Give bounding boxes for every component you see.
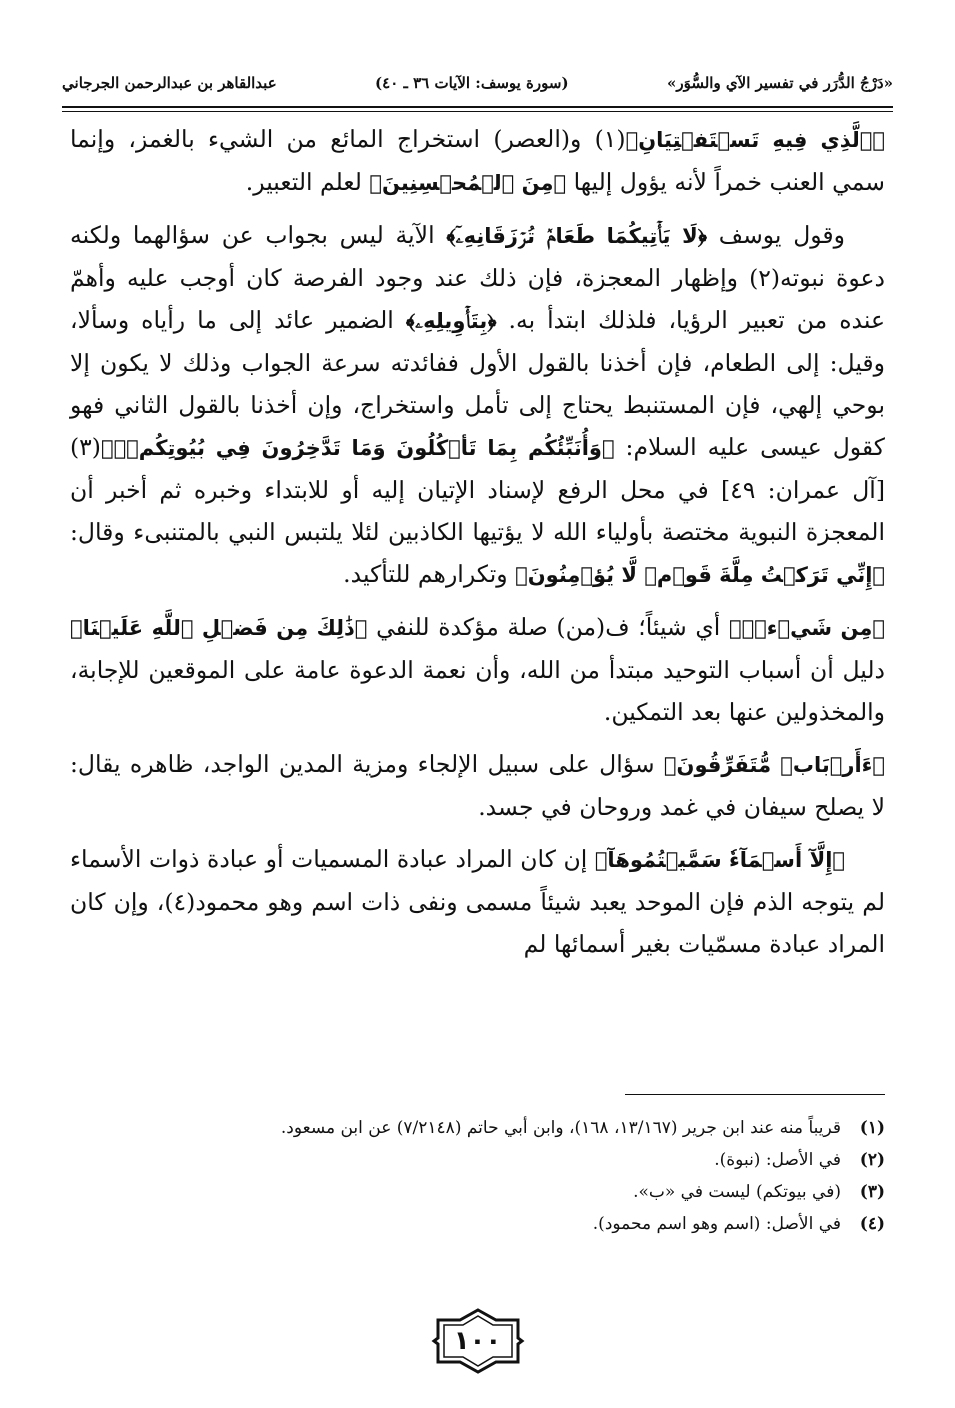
quran-quote: ﴿ٱلَّذِي فِيهِ تَسۡتَفۡتِيَانِ﴾ — [625, 128, 885, 152]
quran-quote: ﴿إِنِّي تَرَكۡتُ مِلَّةَ قَوۡمٖ لَّا يُؤۡمِنُونَ﴾ — [515, 563, 885, 587]
text-run: أي شيئاً؛ ف(من) صلة مؤكدة للنفي — [367, 613, 729, 641]
footnote — [70, 1112, 885, 1144]
quran-quote: ﴿ءَأَرۡبَابٞ مُّتَفَرِّقُونَ﴾ — [663, 753, 885, 777]
footnotes — [70, 1112, 885, 1240]
text-run: لعلم التعبير. — [245, 168, 370, 196]
paragraph — [70, 838, 885, 965]
quran-quote: ﴿إِلَّآ أَسۡمَآءٗ سَمَّيۡتُمُوهَآ﴾ — [594, 848, 846, 872]
footnote-number: (٢) — [859, 1150, 885, 1170]
quran-quote: ﴿لَا يَأۡتِيكُمَا طَعَامٞ تُرۡزَقَانِهِۦٓ﴾ — [446, 224, 708, 248]
paragraph — [70, 118, 885, 204]
text-run: وتكرارهم للتأكيد. — [343, 560, 516, 588]
footnote-text: قريباً منه عند ابن جرير (١٣/١٦٧، ١٦٨)، وابن أبي حاتم (٧/٢١٤٨) عن ابن مسعود. — [280, 1118, 841, 1138]
quran-quote: ﴿بِتَأۡوِيلِهِۦ﴾ — [405, 309, 497, 333]
text-run: سؤال على سبيل الإلجاء ومزية المدين الواجد، ظاهره يقال: لا يصلح سيفان في غمد وروحان في جسد. — [70, 750, 885, 821]
quran-quote: ﴿ذَٰلِكَ مِن فَضۡلِ ٱللَّهِ عَلَيۡنَا﴾ — [70, 616, 368, 640]
page-number-ornament — [430, 1306, 526, 1376]
page-number: ١٠٠ — [453, 1326, 502, 1356]
footnote-text: في الأصل: (اسم وهو اسم محمود). — [592, 1214, 841, 1234]
quran-quote: ﴿مِن شَيۡءٖۚ﴾ — [728, 616, 886, 640]
footnote-number: (٣) — [859, 1182, 885, 1202]
footnote-number: (٤) — [859, 1214, 885, 1234]
text-run: (١) و(العصر) استخراج المائع من الشيء بالغمز، وإنما سمي العنب خمراً لأنه يؤول إليها — [70, 125, 885, 196]
header-surah-range: (سورة يوسف: الآيات ٣٦ ـ ٤٠) — [375, 74, 569, 92]
running-header — [62, 60, 893, 108]
footnote-text: في الأصل: (نبوة). — [714, 1150, 841, 1170]
text-run: الضمير عائد إلى ما رأياه وسألا، وقيل: إلى الطعام، فإن أخذنا بالقول الأول ففائدته سرعة الجواب وذلك لا يكون إلا بوحي إلهي، فإن المستنبط يحتاج إلى تأمل واستخراج، وإن أخذنا بالقول الثاني فهو كقول عيسى عليه السلام: — [70, 306, 885, 461]
quran-quote: ﴿مِنَ ٱلۡمُحۡسِنِينَ﴾ — [369, 171, 567, 195]
header-author: عبدالقاهر بن عبدالرحمن الجرجاني — [62, 74, 277, 92]
footnote — [70, 1144, 885, 1176]
paragraph — [70, 214, 885, 596]
text-run: إن كان المراد عبادة المسميات أو عبادة ذوات الأسماء لم يتوجه الذم فإن الموحد يعبد شيئاً مسمى ونفى ذات اسم وهو محمود(٤)، وإن كان المراد عبادة مسمّيات بغير أسمائها لم — [70, 845, 886, 958]
footnote — [70, 1176, 885, 1208]
text-run: وقول يوسف — [707, 221, 845, 249]
main-text — [70, 118, 885, 975]
paragraph — [70, 606, 885, 733]
quran-quote: ﴿وَأُنَبِّئُكُم بِمَا تَأۡكُلُونَ وَمَا تَدَّخِرُونَ فِي بُيُوتِكُمۡۚ﴾ — [100, 436, 615, 460]
footnote-text: (في بيوتكم) ليست في «ب». — [633, 1182, 841, 1202]
header-book-title: «دَرْجُ الدُّرَر في تفسير الآي والسُّوَر» — [666, 74, 893, 92]
footnote-separator — [625, 1094, 885, 1095]
text-run: دليل أن أسباب التوحيد مبتدأ من الله، وأن نعمة الدعوة عامة على الموقعين للإجابة، والمخذولين عنها بعد التمكين. — [70, 656, 885, 726]
paragraph — [70, 743, 885, 828]
text-run: الآية ليس بجواب عن سؤالهما ولكنه دعوة نبوته(٢) وإظهار المعجزة، فإن ذلك عند وجود الفرصة كان أوجب عليه وأهمّ عنده من تعبير الرؤيا، فلذلك ابتدأ به. — [70, 221, 885, 334]
text-run: (٣) [آل عمران: ٤٩] في محل الرفع لإسناد الإتيان إليه أو للابتداء وخبره ثم أخبر أن المعجزة النبوية مختصة بأولياء الله لا يؤتيها الكاذبين لئلا يلتبس النبي بالمتنبىء وقال: — [70, 433, 885, 546]
footnote-number: (١) — [859, 1118, 885, 1138]
footnote — [70, 1208, 885, 1240]
